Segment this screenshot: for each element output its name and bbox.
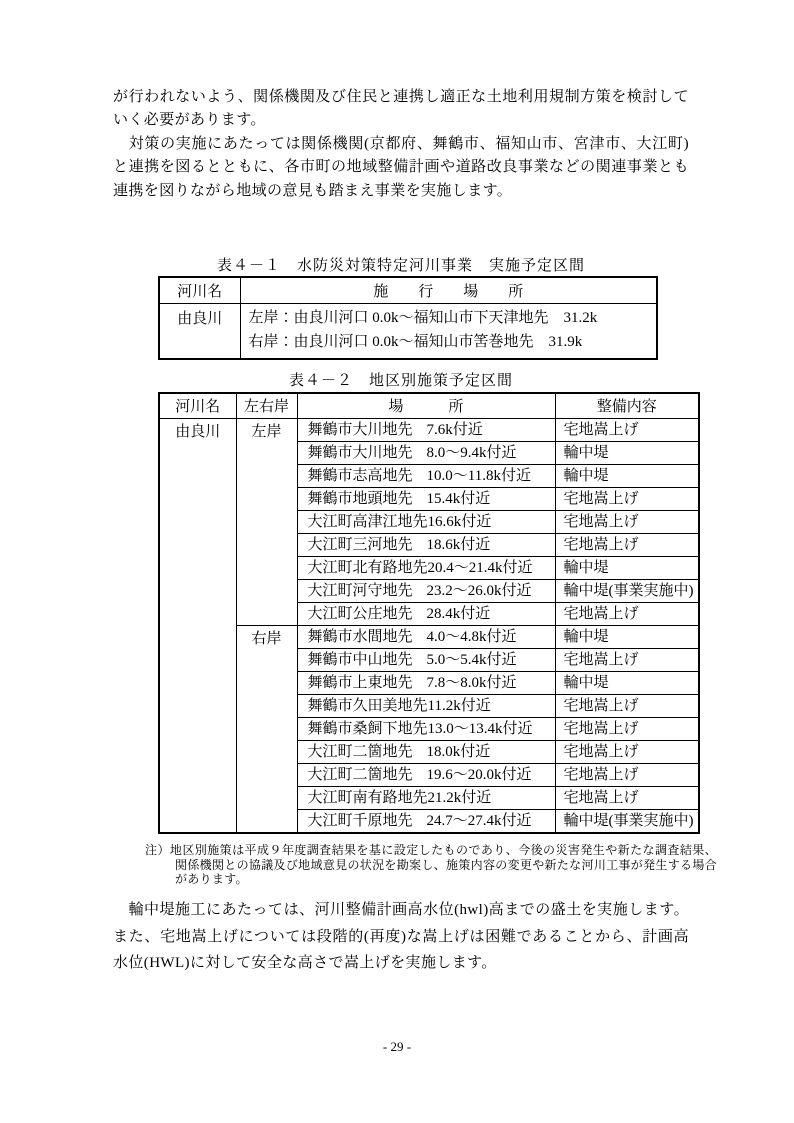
- work-cell: 宅地嵩上げ: [555, 740, 699, 763]
- table2-title: 表４－２ 地区別施策予定区間: [288, 373, 513, 389]
- place-cell: [297, 602, 555, 625]
- place-cell: [297, 763, 555, 786]
- work-cell: 宅地嵩上げ: [555, 602, 699, 625]
- place-cell: [297, 625, 555, 648]
- place-range: 21.2k付近: [427, 789, 492, 806]
- right-bank-cell: 右岸: [236, 625, 297, 833]
- place-range: 5.0～5.4k付近: [426, 651, 517, 668]
- table-footnote: 注）地区別施策は平成９年度調査結果を基に設定したものであり、今後の災害発生や新たな調査結果、関係機関との協議及び地域意見の状況を勘案し、施策内容の変更や新たな河川工事が発生する場合があります。: [145, 843, 717, 887]
- work-cell: 宅地嵩上げ: [555, 418, 699, 441]
- river-name-cell: 由良川: [159, 303, 240, 359]
- intro-text-block: [113, 86, 689, 203]
- place-range: 4.0～4.8k付近: [426, 628, 517, 645]
- place-name: 大江町南有路地先: [307, 789, 428, 806]
- place-cell: [297, 717, 555, 740]
- place-range: 23.2～26.0k付近: [426, 582, 532, 599]
- paragraph-cooperation: 対策の実施にあたっては関係機関(京都府、舞鶴市、福知山市、宮津市、大江町)と連携を図るとともに、各市町の地域整備計画や道路改良事業などの関連事業とも連携を図りながら地域の意見も踏まえ事業を実施します。: [113, 135, 689, 199]
- place-name: 舞鶴市志高地先: [307, 467, 413, 484]
- place-cell: [297, 694, 555, 717]
- work-cell: 宅地嵩上げ: [555, 786, 699, 809]
- place-name: 大江町二箇地先: [307, 766, 413, 783]
- place-cell: [297, 556, 555, 579]
- page-number: - 29 -: [382, 1039, 412, 1054]
- place-name: 大江町三河地先: [307, 536, 413, 553]
- work-cell: 宅地嵩上げ: [555, 510, 699, 533]
- work-cell: 宅地嵩上げ: [555, 648, 699, 671]
- table-planned-sections: [158, 276, 658, 360]
- header-river-name: 河川名: [159, 277, 240, 303]
- place-range: 7.8～8.0k付近: [426, 674, 517, 691]
- table-row: [159, 418, 699, 441]
- place-cell: [297, 487, 555, 510]
- place-name: 舞鶴市中山地先: [307, 651, 413, 668]
- place-cell: [297, 510, 555, 533]
- closing-paragraph: 輪中堤施工にあたっては、河川整備計画高水位(hwl)高までの盛土を実施します。また、宅地嵩上げについては段階的(再度)な嵩上げは困難であることから、計画高水位(HWL)に対して安全な高さで嵩上げを実施します。: [113, 902, 689, 971]
- header-execution-location: 施 行 場 所: [240, 277, 657, 303]
- place-range: 15.4k付近: [426, 490, 491, 507]
- place-cell: [297, 809, 555, 833]
- work-cell: 輪中堤(事業実施中): [555, 809, 699, 833]
- left-bank-cell: 左岸: [236, 418, 297, 625]
- place-cell: [297, 579, 555, 602]
- place-name: 舞鶴市久田美地先: [307, 697, 428, 714]
- table1-title: 表４－１ 水防災対策特定河川事業 実施予定区間: [216, 258, 585, 274]
- place-cell: [297, 740, 555, 763]
- header-work-content: 整備内容: [555, 393, 699, 418]
- work-cell: 宅地嵩上げ: [555, 533, 699, 556]
- place-name: 舞鶴市地頭地先: [307, 490, 413, 507]
- place-name: 舞鶴市上東地先: [307, 674, 413, 691]
- table-row: [159, 303, 657, 359]
- place-range: 13.0～13.4k付近: [427, 720, 533, 737]
- work-cell: 輪中堤: [555, 671, 699, 694]
- work-cell: 宅地嵩上げ: [555, 763, 699, 786]
- place-range: 20.4～21.4k付近: [427, 559, 533, 576]
- place-name: 舞鶴市水間地先: [307, 628, 413, 645]
- work-cell: 輪中堤: [555, 556, 699, 579]
- place-range: 10.0～11.8k付近: [426, 467, 531, 484]
- place-range: 28.4k付近: [426, 605, 491, 622]
- place-cell: [297, 441, 555, 464]
- place-range: 19.6～20.0k付近: [426, 766, 532, 783]
- work-cell: 輪中堤: [555, 464, 699, 487]
- place-name: 大江町千原地先: [307, 812, 413, 829]
- table-district-measures: [158, 392, 700, 834]
- work-cell: 輪中堤(事業実施中): [555, 579, 699, 602]
- place-range: 24.7～27.4k付近: [426, 812, 532, 829]
- table-header-row: [159, 277, 657, 303]
- header-bank: 左右岸: [236, 393, 297, 418]
- right-bank-section: 右岸：由良川河口 0.0k～福知山市筈巻地先 31.9k: [248, 333, 583, 350]
- work-cell: 輪中堤: [555, 625, 699, 648]
- place-name: 舞鶴市大川地先: [307, 444, 413, 461]
- place-name: 舞鶴市大川地先: [307, 421, 413, 438]
- place-name: 大江町北有路地先: [307, 559, 428, 576]
- left-bank-section: 左岸：由良川河口 0.0k～福知山市下天津地先 31.2k: [248, 309, 598, 326]
- place-range: 8.0～9.4k付近: [426, 444, 517, 461]
- place-range: 18.0k付近: [426, 743, 491, 760]
- header-river-name: 河川名: [159, 393, 236, 418]
- place-range: 7.6k付近: [426, 421, 483, 438]
- place-range: 16.6k付近: [427, 513, 492, 530]
- table-header-row: [159, 393, 699, 418]
- work-cell: 輪中堤: [555, 441, 699, 464]
- place-cell: [297, 648, 555, 671]
- place-cell: [297, 464, 555, 487]
- place-name: 大江町公庄地先: [307, 605, 413, 622]
- place-cell: [297, 418, 555, 441]
- header-location: 場 所: [297, 393, 555, 418]
- place-cell: [297, 786, 555, 809]
- place-name: 大江町二箇地先: [307, 743, 413, 760]
- table-row: [159, 625, 699, 648]
- paragraph-land-use: が行われないよう、関係機関及び住民と連携し適正な土地利用規制方策を検討していく必要があります。: [113, 89, 689, 129]
- work-cell: 宅地嵩上げ: [555, 717, 699, 740]
- work-cell: 宅地嵩上げ: [555, 487, 699, 510]
- work-cell: 宅地嵩上げ: [555, 694, 699, 717]
- place-range: 11.2k付近: [427, 697, 491, 714]
- place-name: 舞鶴市桑飼下地先: [307, 720, 428, 737]
- place-cell: [297, 671, 555, 694]
- place-name: 大江町高津江地先: [307, 513, 428, 530]
- place-range: 18.6k付近: [426, 536, 491, 553]
- river-name-cell: 由良川: [159, 418, 236, 833]
- place-name: 大江町河守地先: [307, 582, 413, 599]
- place-cell: [297, 533, 555, 556]
- location-cell: [240, 303, 657, 359]
